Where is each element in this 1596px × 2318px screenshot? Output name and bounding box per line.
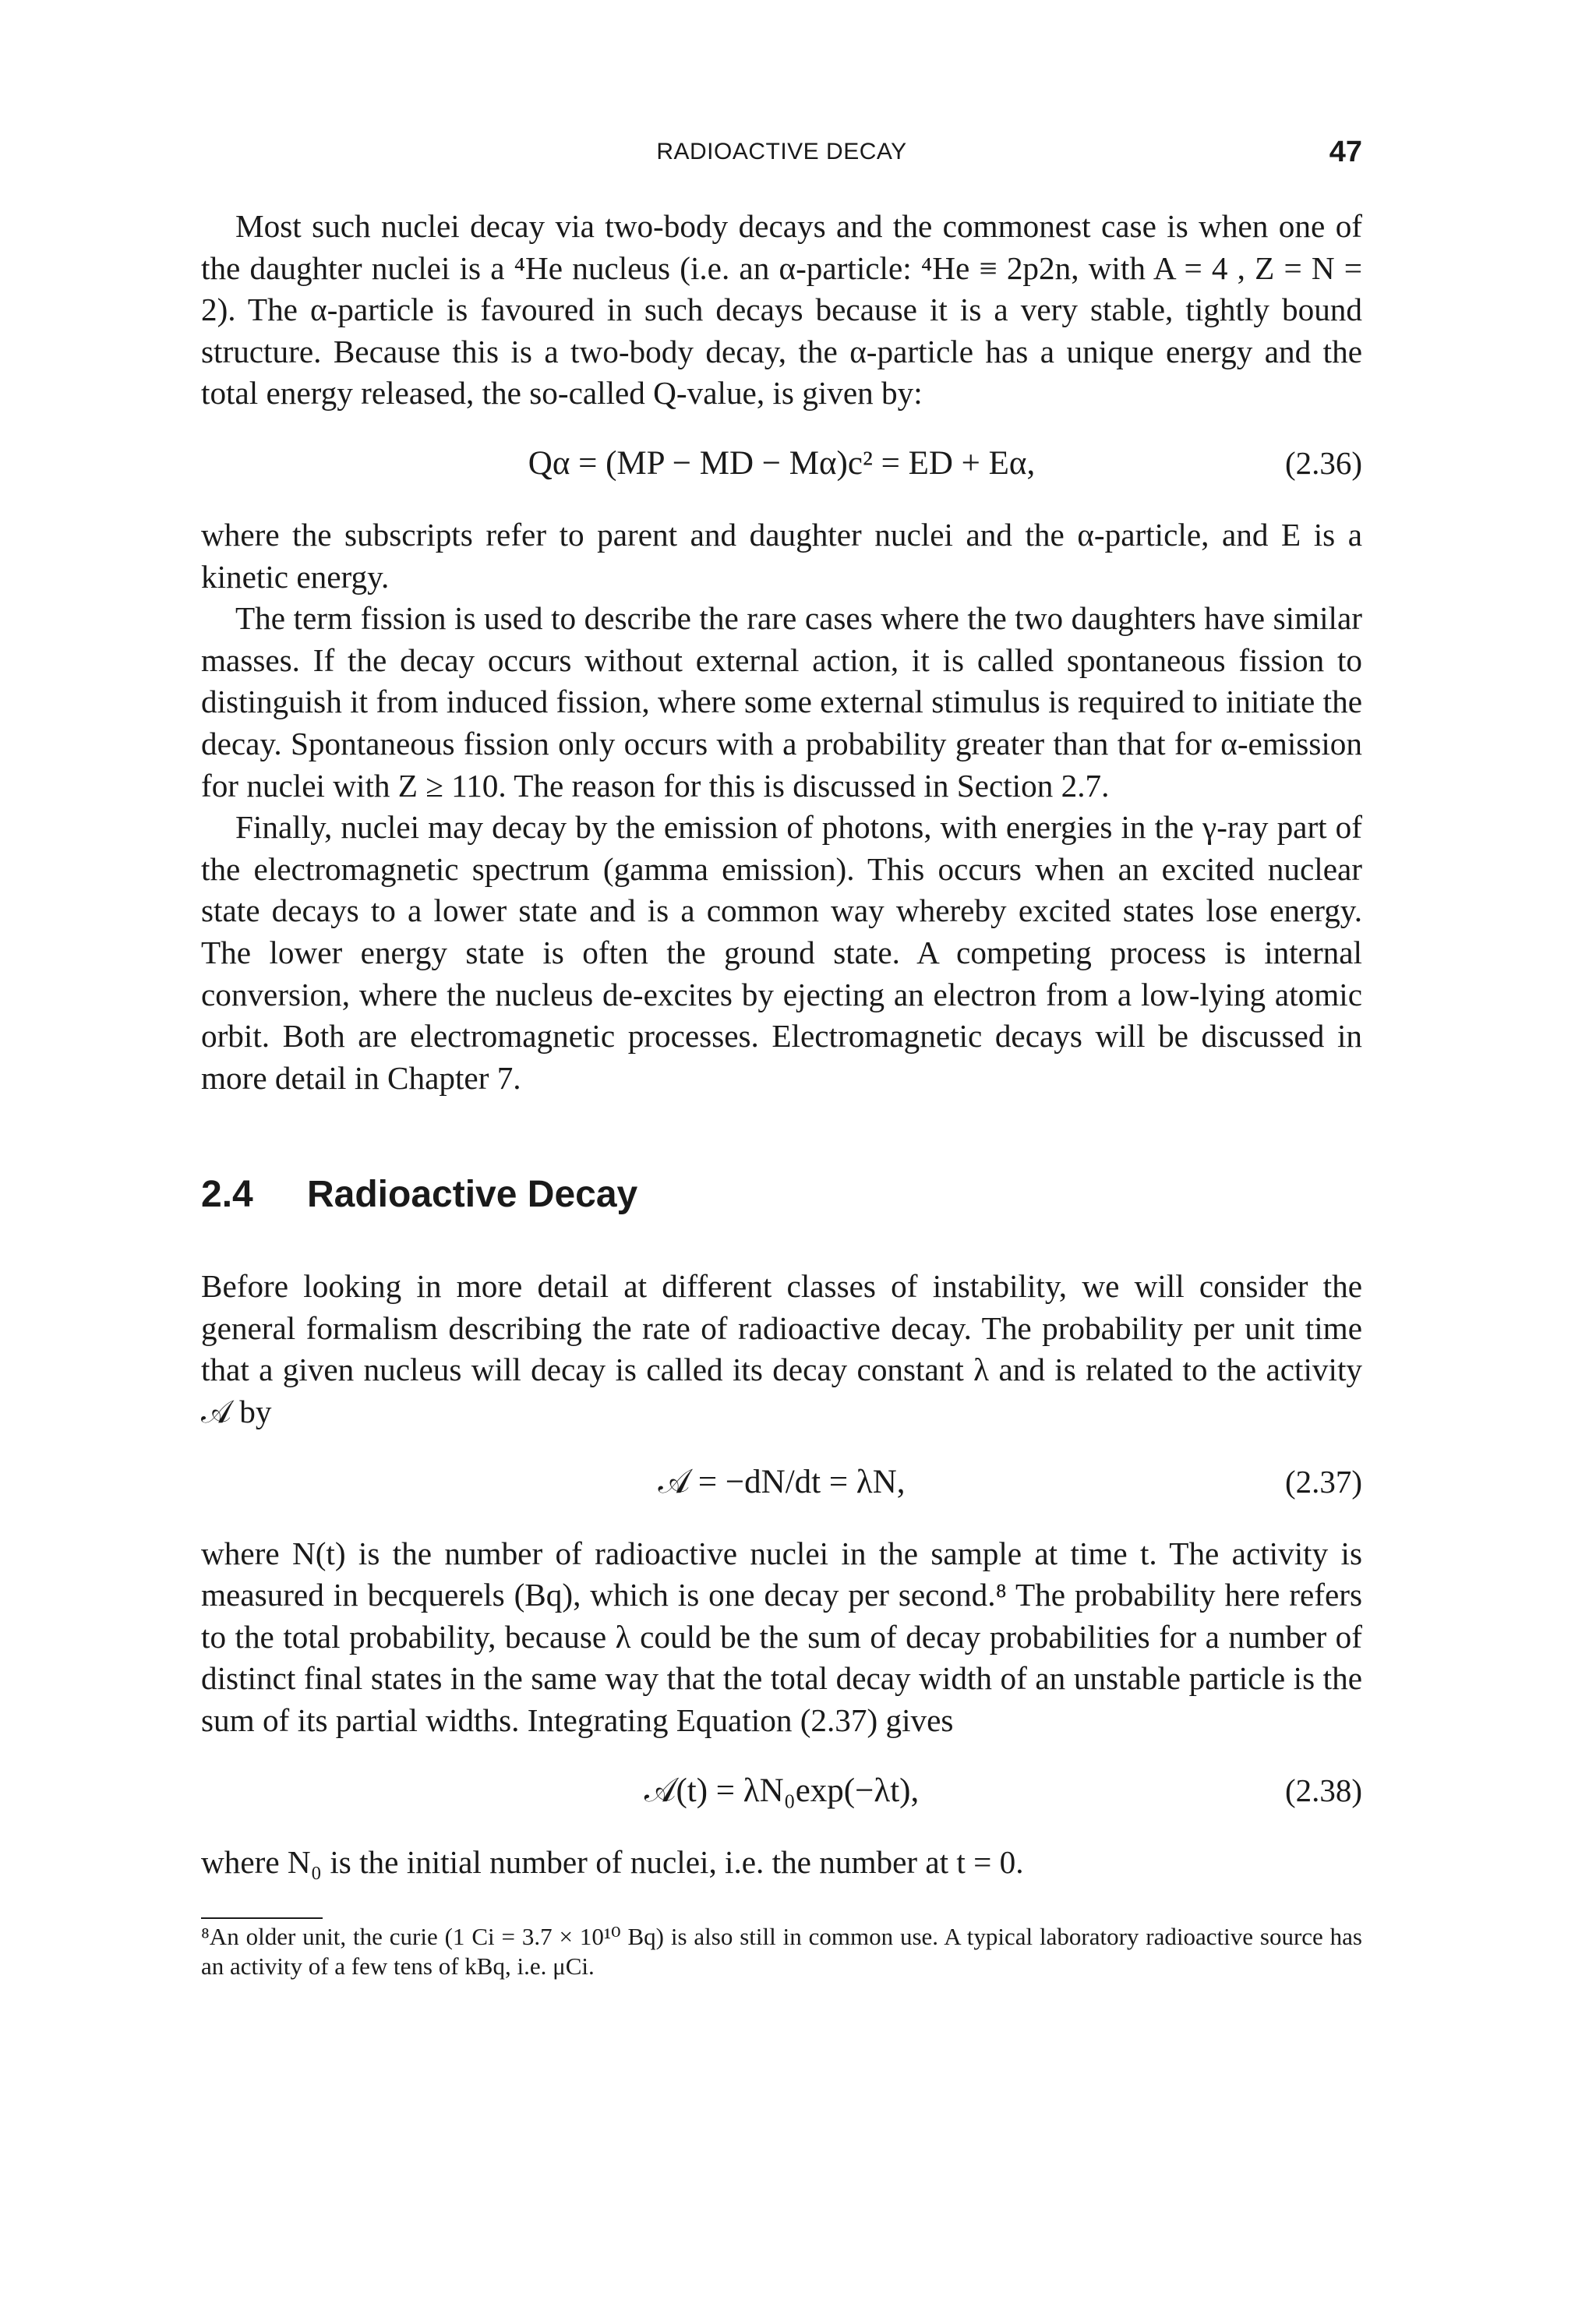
page-body bbox=[201, 206, 1362, 1981]
section-heading bbox=[201, 1174, 1362, 1221]
running-title: RADIOACTIVE DECAY bbox=[656, 139, 907, 164]
paragraph-gamma-emission: Finally, nuclei may decay by the emission of photons, with energies in the γ-ray part of the electromagnetic spectrum (gamma emission). This occurs when an excited nuclear state decays to a lower state and is a common way whereby excited states lose energy. The lower energy state is often the ground state. A competing process is internal conversion, where the nucleus de-excites by ejecting an electron from a low-lying atomic orbit. Both are electromagnetic processes. Electromagnetic decays will be discussed in more detail in Chapter 7. bbox=[201, 809, 1362, 1096]
section-title: Radioactive Decay bbox=[307, 1174, 638, 1216]
paragraph-initial-nuclei: where N₀ is the initial number of nuclei, i.e. the number at t = 0. bbox=[201, 1843, 1024, 1880]
section-number: 2.4 bbox=[201, 1174, 253, 1216]
equation-2-38 bbox=[201, 1770, 1362, 1812]
paragraph-fission: The term fission is used to describe the rare cases where the two daughters have similar masses. If the decay occurs without external action, it is called spontaneous fission to distinguish it from induced fission, where some external stimulus is required to initiate the decay. Spontaneous fission only occurs with a probability greater than that for α-emission for nuclei with Z ≥ 110. The reason for this is discussed in Section 2.7. bbox=[201, 600, 1362, 804]
paragraph-alpha-decay: Most such nuclei decay via two-body decays and the commonest case is when one of the daughter nuclei is a ⁴He nucleus (i.e. an α-particle: ⁴He ≡ 2p2n, with A = 4 , Z = N = 2). The α-particle is favoured in such decays because it is a very stable, tightly bound structure. Because this is a two-body decay, the α-particle has a unique energy and the total energy released, the so-called Q-value, is given by: bbox=[201, 208, 1362, 412]
equation-expression: 𝒜(t) = λN₀exp(−λt), bbox=[644, 1772, 920, 1809]
equation-number: (2.37) bbox=[1284, 1463, 1362, 1500]
equation-2-36 bbox=[201, 443, 1362, 485]
paragraph-subscripts: where the subscripts refer to parent and daughter nuclei and the α-particle, and E is a kinetic energy. bbox=[201, 516, 1362, 595]
equation-expression: Qα = (MP − MD − Mα)c² = ED + Eα, bbox=[528, 444, 1036, 482]
paragraph-decay-formalism: Before looking in more detail at different classes of instability, we will consider the general formalism describing the rate of radioactive decay. The probability per unit time that a given nucleus will decay is called its decay constant λ and is related to the activity 𝒜 by bbox=[201, 1268, 1362, 1430]
equation-number: (2.38) bbox=[1284, 1772, 1362, 1808]
equation-2-37 bbox=[201, 1461, 1362, 1504]
footnote-rule bbox=[201, 1917, 323, 1919]
paragraph-activity-definition: where N(t) is the number of radioactive nuclei in the sample at time t. The activity is measured in becquerels (Bq), which is one decay per second.⁸ The probability here refers to the total probability, because λ could be the sum of decay probabilities for a number of distinct final states in the same way that the total decay width of an unstable particle is the sum of its partial widths. Integrating Equation (2.37) gives bbox=[201, 1535, 1362, 1739]
running-head bbox=[201, 136, 1362, 175]
equation-number: (2.36) bbox=[1284, 444, 1362, 481]
page-number: 47 bbox=[1329, 136, 1362, 168]
footnote: ⁸An older unit, the curie (1 Ci = 3.7 × 10¹⁰ Bq) is also still in common use. A typical laboratory radioactive source has an activity of a few tens of kBq, i.e. μCi. bbox=[201, 1923, 1362, 1981]
equation-expression: 𝒜 = −dN/dt = λN, bbox=[658, 1463, 906, 1500]
